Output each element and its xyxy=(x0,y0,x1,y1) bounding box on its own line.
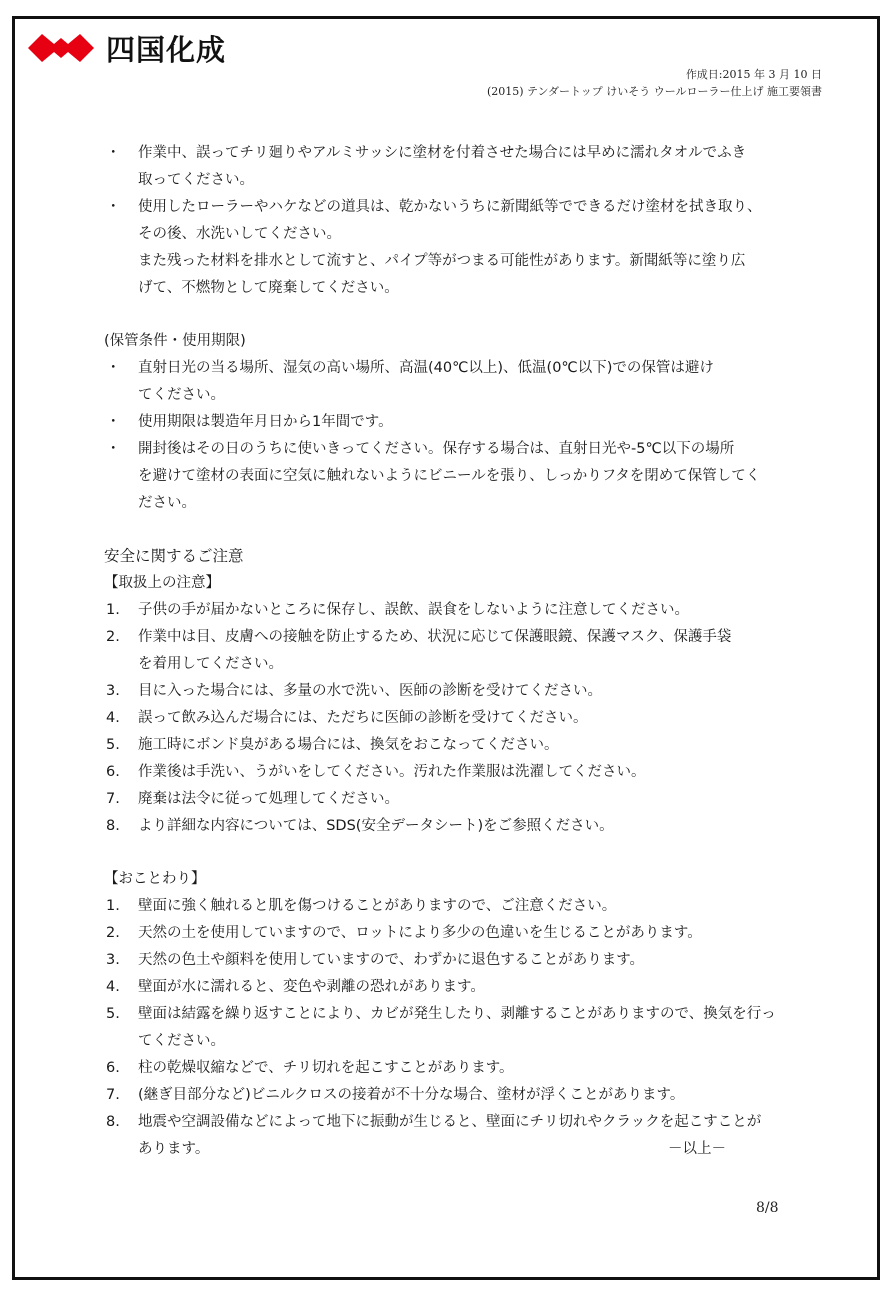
list-item-line: を着用してください。 xyxy=(138,656,283,672)
list-item-marker: 3. xyxy=(106,952,120,968)
company-logo-text: 四国化成 xyxy=(106,32,227,67)
list-item-line: 地震や空調設備などによって地下に振動が生じると、壁面にチリ切れやクラックを起こすことが xyxy=(138,1114,762,1130)
list-item-line: てください。 xyxy=(138,1033,225,1049)
list-item-line: ださい。 xyxy=(138,495,196,511)
safety-title: 安全に関するご注意 xyxy=(104,547,244,565)
list-item-marker: 1. xyxy=(106,602,120,618)
list-item-line: 使用期限は製造年月日から1年間です。 xyxy=(138,414,393,430)
list-item-line: 作業中、誤ってチリ廻りやアルミサッシに塗材を付着させた場合には早めに濡れタオルでふき xyxy=(138,145,747,161)
document-body xyxy=(104,140,804,1163)
list-item xyxy=(104,974,804,1001)
list-item-line: 子供の手が届かないところに保存し、誤飲、誤食をしないように注意してください。 xyxy=(138,602,689,618)
list-item-line: 柱の乾燥収縮などで、チリ切れを起こすことがあります。 xyxy=(138,1060,514,1076)
list-item-marker: ・ xyxy=(106,145,121,161)
list-item xyxy=(104,624,804,678)
created-date: 作成日:2015 年 3 月 10 日 xyxy=(685,68,822,81)
list-item-marker: 8. xyxy=(106,818,120,834)
list-item xyxy=(104,813,804,840)
list-item xyxy=(104,705,804,732)
list-item-marker: 4. xyxy=(106,710,120,726)
list-item-line: より詳細な内容については、SDS(安全データシート)をご参照ください。 xyxy=(138,818,614,834)
list-item-line: 作業中は目、皮膚への接触を防止するため、状況に応じて保護眼鏡、保護マスク、保護手袋 xyxy=(138,629,732,645)
storage-list xyxy=(104,355,804,517)
list-item-line: 壁面は結露を繰り返すことにより、カビが発生したり、剥離することがありますので、換気を行っ xyxy=(138,1006,776,1022)
list-item-line: てください。 xyxy=(138,387,225,403)
list-item-line: (継ぎ目部分など)ビニルクロスの接着が不十分な場合、塗材が浮くことがあります。 xyxy=(138,1087,685,1103)
disclaimer-heading: 【おことわり】 xyxy=(104,871,206,887)
handling-heading: 【取扱上の注意】 xyxy=(104,575,220,591)
list-item-marker: 7. xyxy=(106,791,120,807)
list-item xyxy=(104,732,804,759)
list-item-line: 壁面が水に濡れると、変色や剥離の恐れがあります。 xyxy=(138,979,485,995)
list-item-line: 施工時にボンド臭がある場合には、換気をおこなってください。 xyxy=(138,737,559,753)
list-item-line: 壁面に強く触れると肌を傷つけることがありますので、ご注意ください。 xyxy=(138,898,617,914)
list-item-marker: 1. xyxy=(106,898,120,914)
list-item xyxy=(104,1109,804,1163)
page-number: 8/8 xyxy=(756,1200,779,1216)
list-item-line: 直射日光の当る場所、湿気の高い場所、高温(40℃以上)、低温(0℃以下)での保管は避け xyxy=(138,360,714,376)
list-item xyxy=(104,436,804,517)
list-item-marker: ・ xyxy=(106,414,121,430)
storage-heading: (保管条件・使用期限) xyxy=(104,333,246,349)
list-item-line: 開封後はその日のうちに使いきってください。保存する場合は、直射日光や-5℃以下の場所 xyxy=(138,441,735,457)
list-item xyxy=(104,355,804,409)
list-item-marker: 7. xyxy=(106,1087,120,1103)
intro-list xyxy=(104,140,804,302)
list-item-marker: 5. xyxy=(106,1006,120,1022)
disclaimer-list xyxy=(104,893,804,1163)
list-item xyxy=(104,678,804,705)
list-item xyxy=(104,920,804,947)
list-item-marker: 5. xyxy=(106,737,120,753)
list-item-marker: 6. xyxy=(106,764,120,780)
list-item xyxy=(104,140,804,194)
list-item-line: を避けて塗材の表面に空気に触れないようにビニールを張り、しっかりフタを閉めて保管してく xyxy=(138,468,761,484)
list-item xyxy=(104,759,804,786)
list-item-line: 天然の色土や顔料を使用していますので、わずかに退色することがあります。 xyxy=(138,952,645,968)
list-item-marker: ・ xyxy=(106,441,121,457)
handling-list xyxy=(104,597,804,840)
list-item xyxy=(104,194,804,302)
document-meta xyxy=(487,66,822,100)
list-item-line: 誤って飲み込んだ場合には、ただちに医師の診断を受けてください。 xyxy=(138,710,588,726)
list-item-line: 廃棄は法令に従って処理してください。 xyxy=(138,791,399,807)
list-item-line: その後、水洗いしてください。 xyxy=(138,226,341,242)
list-item-marker: ・ xyxy=(106,199,121,215)
list-item-line: 目に入った場合には、多量の水で洗い、医師の診断を受けてください。 xyxy=(138,683,602,699)
list-item-marker: 3. xyxy=(106,683,120,699)
list-item xyxy=(104,947,804,974)
list-item-line: あります。 －以上－ xyxy=(138,1136,804,1163)
list-item-line: また残った材料を排水として流すと、パイプ等がつまる可能性があります。新聞紙等に塗り広 xyxy=(138,253,746,269)
list-item xyxy=(104,1001,804,1055)
list-item-line: 天然の土を使用していますので、ロットにより多少の色違いを生じることがあります。 xyxy=(138,925,702,941)
list-item xyxy=(104,1082,804,1109)
list-item-marker: 2. xyxy=(106,629,120,645)
list-item-marker: 8. xyxy=(106,1114,120,1130)
list-item xyxy=(104,786,804,813)
document-title: (2015) テンダートップ けいそう ウールローラー仕上げ 施工要領書 xyxy=(486,85,822,98)
list-item-marker: ・ xyxy=(106,360,121,376)
list-item-marker: 6. xyxy=(106,1060,120,1076)
list-item xyxy=(104,597,804,624)
list-item-line: 作業後は手洗い、うがいをしてください。汚れた作業服は洗濯してください。 xyxy=(138,764,646,780)
list-item-line: 使用したローラーやハケなどの道具は、乾かないうちに新聞紙等でできるだけ塗材を拭き取り、 xyxy=(138,199,762,215)
company-logo xyxy=(28,28,226,68)
closing-mark: －以上－ xyxy=(668,1141,726,1157)
list-item-line: げて、不燃物として廃棄してください。 xyxy=(138,280,399,296)
list-item-line: 取ってください。 xyxy=(138,172,254,188)
list-item-marker: 4. xyxy=(106,979,120,995)
list-item xyxy=(104,1055,804,1082)
list-item-marker: 2. xyxy=(106,925,120,941)
list-item xyxy=(104,893,804,920)
list-item xyxy=(104,409,804,436)
company-logo-mark-icon xyxy=(28,30,94,66)
